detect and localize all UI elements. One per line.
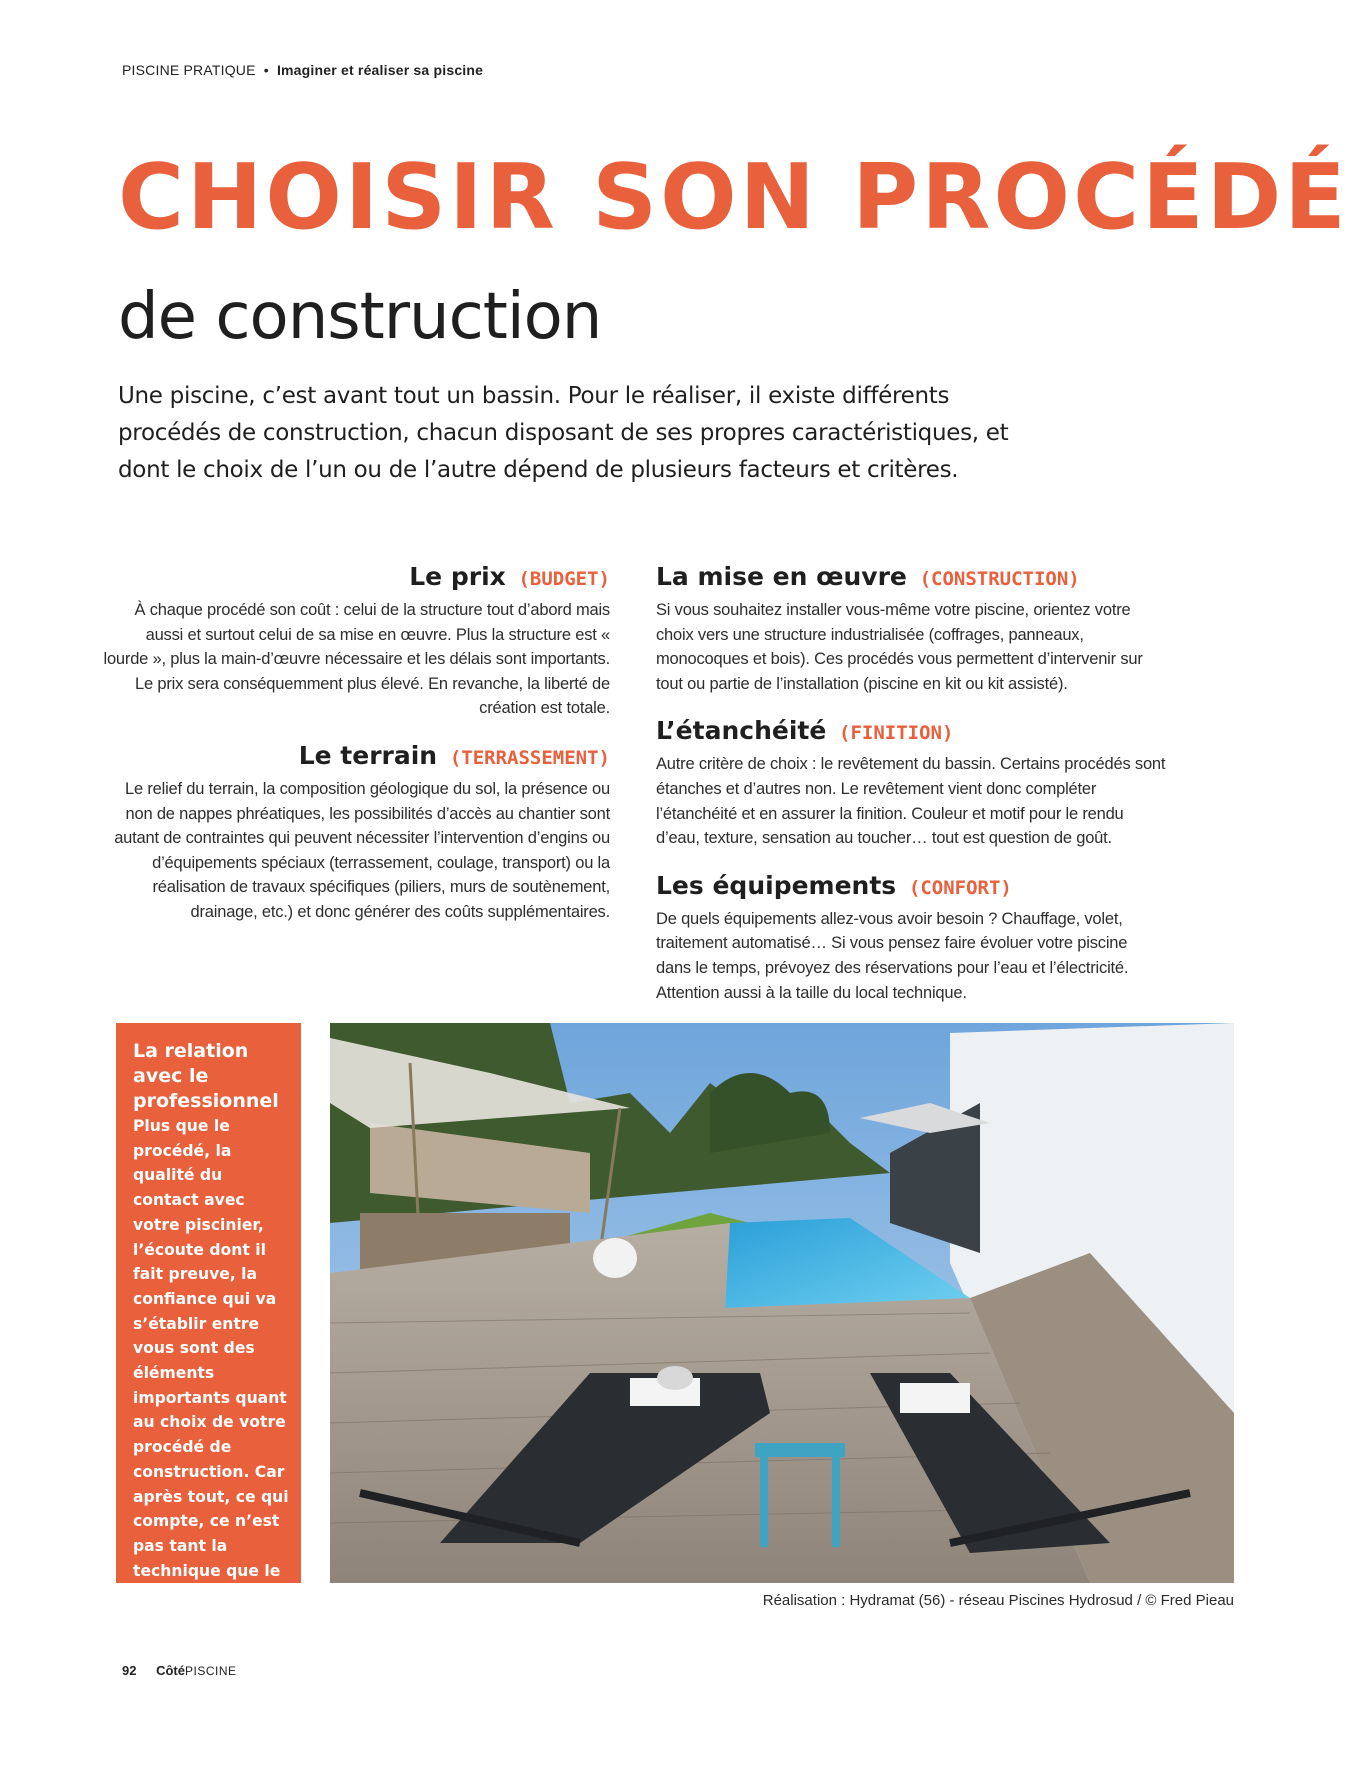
- page-number: 92: [122, 1663, 137, 1678]
- section-body: De quels équipements allez-vous avoir besoin ? Chauffage, volet, traitement automatisé… Si vous pensez faire évoluer votre piscine dans le temps, prévoyez des réservations pour l’eau et l’électricité. Attention aussi à la taille du local technique.: [656, 909, 1129, 1002]
- section-body: Le relief du terrain, la composition géologique du sol, la présence ou non de nappes phréatiques, les possibilités d’accès au chantier sont autant de contraintes qui peuvent nécessiter l’intervention d’engins ou d’équipements spéciaux (terrassement, coulage, transport) ou la réalisation de travaux spécifiques (piliers, murs de soutènement, drainage, etc.) et donc générer des coûts supplémentaires.: [114, 779, 610, 921]
- section-heading: [100, 562, 610, 594]
- pool-photo: [330, 1023, 1234, 1583]
- section-tag: (CONFORT): [908, 876, 1012, 899]
- section-terrain: [100, 741, 610, 925]
- section-heading-text: Le prix: [409, 562, 506, 591]
- section-mise-en-oeuvre: [656, 562, 1166, 696]
- section-tag: (FINITION): [839, 722, 954, 745]
- planter: [593, 1238, 637, 1278]
- section-heading: [656, 562, 1166, 594]
- section-heading: [656, 716, 1166, 748]
- magazine-brand-b: PISCINE: [184, 1664, 237, 1678]
- section-equipements: [656, 871, 1166, 1005]
- magazine-brand-a: Côté: [156, 1663, 185, 1678]
- section-body: Si vous souhaitez installer vous-même votre piscine, orientez votre choix vers une structure industrialisée (coffrages, panneaux, monocoques et bois). Ces procédés vous permettent d’intervenir sur tout ou partie de l’installation (piscine en kit ou kit assisté).: [656, 601, 1143, 693]
- section-heading-text: Le terrain: [298, 740, 438, 770]
- section-heading-text: L’étanchéité: [656, 716, 827, 746]
- section-body: Autre critère de choix : le revêtement du bassin. Certains procédés sont étanches et d’autres non. Le revêtement vient donc compléter l’étanchéité et en assurer la finition. Couleur et motif pour le rendu d’eau, texture, sensation au toucher… tout est question de goût.: [656, 755, 1166, 848]
- sidebar-box: [116, 1023, 301, 1605]
- right-column: [656, 562, 1166, 1025]
- article-title: CHOISIR SON PROCÉDÉ: [118, 145, 1349, 250]
- section-heading: [100, 741, 610, 773]
- sidebar-title: La relation avec le professionnel: [133, 1040, 279, 1112]
- section-heading-text: La mise en œuvre: [656, 562, 907, 591]
- running-head-section: PISCINE PRATIQUE: [122, 62, 256, 78]
- section-prix: [100, 562, 610, 721]
- section-etancheite: [656, 716, 1166, 850]
- left-column: [100, 562, 610, 945]
- page-footer: [122, 1663, 237, 1678]
- sidebar-body: Plus que le procédé, la qualité du contact avec votre piscinier, l’écoute dont il fait preuve, la confiance qui va s’établir entre vous sont des éléments importants quant au choix de votre procédé de construction. Car après tout, ce qui compte, ce n’est pas tant la technique que le résultat !: [133, 1117, 289, 1605]
- section-tag: (BUDGET): [518, 568, 610, 590]
- section-heading: [656, 871, 1166, 903]
- article-intro: Une piscine, c’est avant tout un bassin. Pour le réaliser, il existe différents procédés de construction, chacun disposant de ses propres caractéristiques, et dont le choix de l’un ou de l’autre dépend de plusieurs facteurs et critères.: [118, 383, 1009, 483]
- section-body: À chaque procédé son coût : celui de la structure tout d’abord mais aussi et surtout celui de sa mise en œuvre. Plus la structure est « lourde », plus la main-d’œuvre nécessaire et les délais sont importants. Le prix sera conséquemment plus élevé. En revanche, la liberté de création est totale.: [103, 601, 610, 718]
- running-head: [122, 62, 483, 78]
- section-heading-text: Les équipements: [656, 870, 897, 900]
- running-head-title: Imaginer et réaliser sa piscine: [276, 62, 484, 78]
- section-tag: (CONSTRUCTION): [919, 568, 1080, 590]
- section-tag: (TERRASSEMENT): [449, 746, 610, 769]
- pool-photo-illustration: [330, 1023, 1234, 1583]
- running-head-bullet: •: [263, 62, 269, 78]
- article-subtitle: de construction: [118, 280, 602, 354]
- photo-credit: Réalisation : Hydramat (56) - réseau Piscines Hydrosud / © Fred Pieau: [762, 1592, 1234, 1609]
